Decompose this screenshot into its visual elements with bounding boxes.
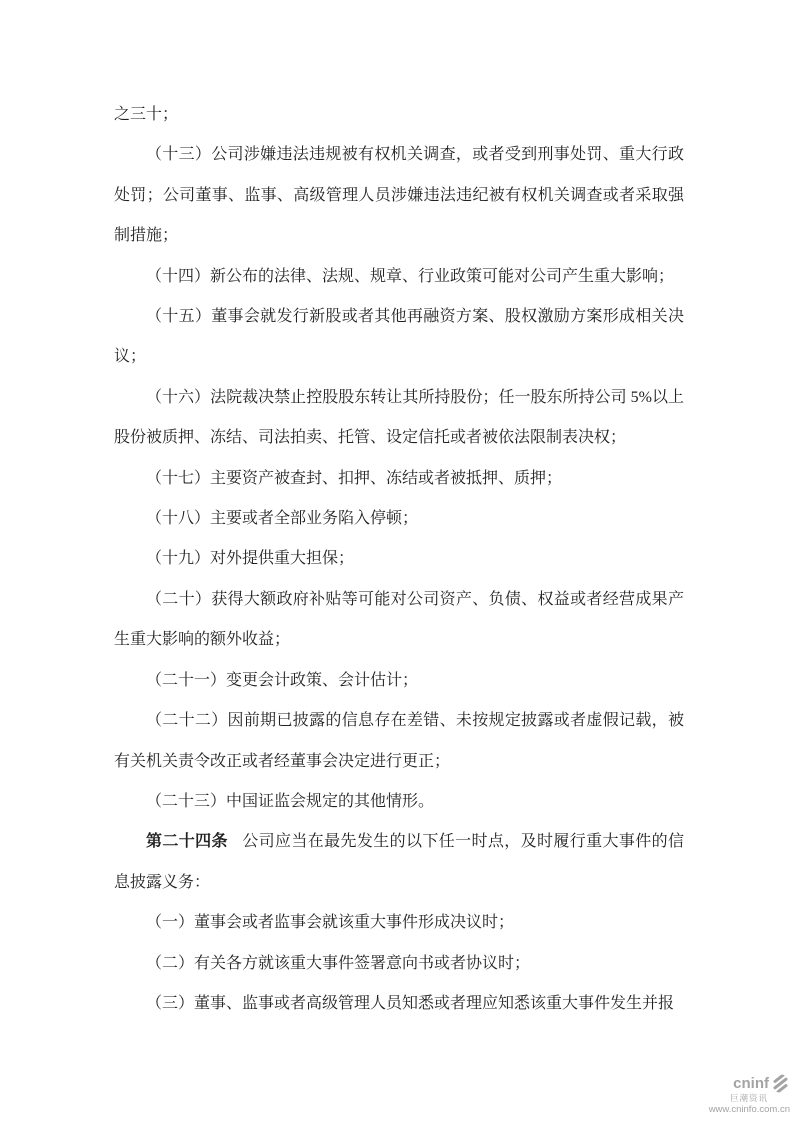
document-paragraph: （十七）主要资产被查封、扣押、冻结或者被抵押、质押； [146,469,563,487]
cninfo-swirl-icon [768,1070,793,1095]
document-paragraph-article-24 [114,822,684,903]
document-paragraph: （二十三）中国证监会规定的其他情形。 [146,792,435,810]
document-paragraph: （二）有关各方就该重大事件签署意向书或者协议时； [146,954,531,972]
document-paragraph: （一）董事会或者监事会就该重大事件形成决议时； [146,914,515,932]
document-paragraph: （十九）对外提供重大担保； [146,550,355,568]
document-body [114,95,684,1024]
cninfo-url: www.cninfo.com.cn [708,1104,790,1115]
document-paragraph: （十六）法院裁决禁止控股股东转让其所持股份；任一股东所持公司 5%以上股份被质押、冻结、司法拍卖、托管、设定信托或者被依法限制表决权； [114,388,684,447]
cninfo-logo [708,1074,790,1092]
document-paragraph: （二十）获得大额政府补贴等可能对公司资产、负债、权益或者经营成果产生重大影响的额外收益； [114,590,684,649]
document-paragraph: （二十二）因前期已披露的信息存在差错、未按规定披露或者虚假记载，被有关机关责令改正或者经董事会决定进行更正； [114,712,684,770]
document-paragraph: （二十一）变更会计政策、会计估计； [146,671,419,689]
document-paragraph: （三）董事、监事或者高级管理人员知悉或者理应知悉该重大事件发生并报 [146,994,675,1012]
cninfo-logo-text: cninf [733,1074,769,1092]
document-paragraph: 之三十； [114,106,179,123]
cninfo-watermark [708,1074,790,1115]
document-paragraph: （十八）主要或者全部业务陷入停顿； [146,510,419,528]
article-text: 公司应当在最先发生的以下任一时点，及时履行重大事件的信息披露义务： [114,833,684,891]
document-paragraph: （十五）董事会就发行新股或者其他再融资方案、股权激励方案形成相关决议； [114,308,684,366]
document-paragraph: （十三）公司涉嫌违法违规被有权机关调查，或者受到刑事处罚、重大行政处罚；公司董事、监事、高级管理人员涉嫌违法违纪被有权机关调查或者采取强制措施； [114,146,684,245]
document-paragraph: （十四）新公布的法律、法规、规章、行业政策可能对公司产生重大影响； [146,267,675,285]
cninfo-logo-chinese: 巨潮资讯 [729,1093,768,1103]
article-number: 第二十四条 [146,833,228,851]
